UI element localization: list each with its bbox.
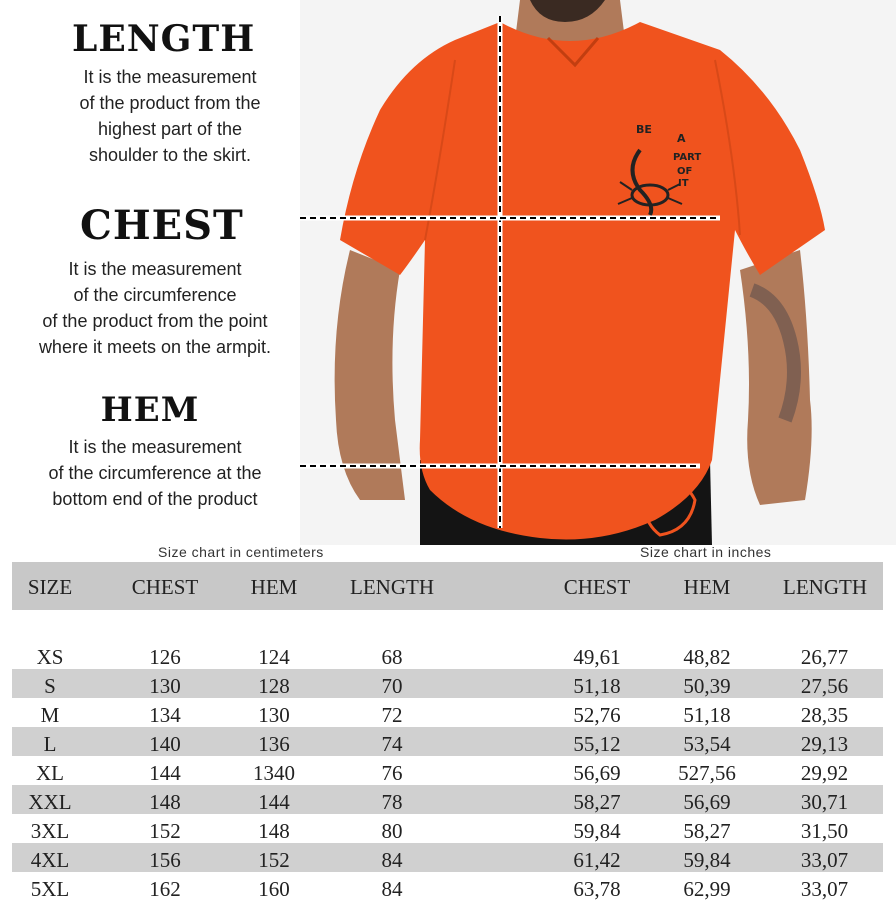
- table-cell: 124: [258, 645, 290, 669]
- header-hem-in: HEM: [683, 575, 731, 599]
- table-cell: 56,69: [683, 790, 731, 814]
- table-cell: 156: [149, 848, 181, 872]
- length-line: highest part of the: [97, 119, 243, 139]
- measurement-guide: [0, 0, 320, 540]
- table-cell: 61,42: [573, 848, 621, 872]
- table-cell: 72: [381, 703, 403, 727]
- table-cell: 84: [381, 877, 403, 901]
- table-cell: 162: [149, 877, 181, 901]
- table-cell: 48,82: [683, 645, 731, 669]
- table-cell: 84: [381, 848, 403, 872]
- table-cell: 5XL: [30, 877, 70, 901]
- table-cell: 63,78: [573, 877, 621, 901]
- table-cell: 152: [258, 848, 290, 872]
- header-hem-cm: HEM: [250, 575, 298, 599]
- table-cell: 33,07: [800, 877, 849, 901]
- table-cell: S: [44, 674, 56, 698]
- table-cell: XS: [36, 645, 64, 669]
- table-cell: 128: [258, 674, 290, 698]
- hem-heading: HEM: [100, 390, 200, 430]
- header-length-cm: LENGTH: [350, 575, 434, 599]
- table-row: [12, 843, 883, 872]
- table-cell: 26,77: [800, 645, 849, 669]
- table-cell: 51,18: [573, 674, 621, 698]
- table-row: [12, 669, 883, 698]
- table-cell: 144: [149, 761, 181, 785]
- table-spacer: [12, 610, 883, 640]
- graphic-text: BE: [636, 123, 652, 136]
- table-row: [12, 785, 883, 814]
- hem-line: bottom end of the product: [52, 489, 258, 509]
- table-cell: 62,99: [683, 877, 731, 901]
- table-row: [12, 756, 883, 785]
- table-cell: 52,76: [573, 703, 621, 727]
- length-line: shoulder to the skirt.: [88, 145, 252, 165]
- table-cell: 59,84: [683, 848, 731, 872]
- hem-line: of the circumference at the: [48, 463, 262, 483]
- table-cell: M: [40, 703, 60, 727]
- graphic-text: A: [677, 132, 686, 145]
- table-cell: 130: [149, 674, 181, 698]
- table-cell: 33,07: [800, 848, 849, 872]
- table-cell: 130: [258, 703, 290, 727]
- table-cell: 74: [381, 732, 403, 756]
- table-cell: 134: [149, 703, 181, 727]
- table-row: [12, 814, 883, 843]
- table-cell: 4XL: [30, 848, 70, 872]
- chest-line: where it meets on the armpit.: [38, 337, 272, 357]
- table-cell: 3XL: [30, 819, 70, 843]
- caption-inches: Size chart in inches: [640, 544, 772, 560]
- chest-line: of the circumference: [73, 285, 237, 305]
- table-body: [12, 640, 883, 901]
- table-cell: 28,35: [800, 703, 849, 727]
- header-chest-in: CHEST: [563, 575, 631, 599]
- table-cell: 29,92: [800, 761, 849, 785]
- table-cell: 27,56: [800, 674, 849, 698]
- chest-heading: CHEST: [80, 202, 244, 249]
- header-size: SIZE: [27, 575, 73, 599]
- product-photo: [300, 0, 896, 545]
- table-cell: 49,61: [573, 645, 621, 669]
- table-cell: 144: [258, 790, 290, 814]
- table-cell: 51,18: [683, 703, 731, 727]
- hem-description: [30, 434, 280, 512]
- table-row: [12, 872, 883, 901]
- length-line: of the product from the: [79, 93, 261, 113]
- table-cell: 80: [381, 819, 403, 843]
- graphic-text: PART: [673, 152, 702, 163]
- table-cell: 29,13: [800, 732, 849, 756]
- caption-centimeters: Size chart in centimeters: [158, 544, 324, 560]
- table-cell: 30,71: [800, 790, 849, 814]
- chest-description: [20, 256, 290, 360]
- table-row: [12, 640, 883, 669]
- table-cell: XL: [36, 761, 64, 785]
- table-cell: 78: [381, 790, 403, 814]
- header-length-in: LENGTH: [783, 575, 867, 599]
- table-cell: 31,50: [800, 819, 849, 843]
- table-cell: 58,27: [573, 790, 621, 814]
- graphic-text: IT: [678, 178, 689, 189]
- table-cell: 1340: [253, 761, 295, 785]
- chest-line: of the product from the point: [42, 311, 268, 331]
- table-header-row: [12, 562, 883, 610]
- table-cell: 55,12: [573, 732, 621, 756]
- table-cell: 59,84: [573, 819, 621, 843]
- length-heading: LENGTH: [72, 18, 256, 60]
- hem-line: It is the measurement: [68, 437, 242, 457]
- table-cell: 148: [149, 790, 181, 814]
- table-cell: 148: [258, 819, 290, 843]
- length-line: It is the measurement: [83, 67, 257, 87]
- table-cell: 70: [381, 674, 403, 698]
- table-row: [12, 698, 883, 727]
- header-chest-cm: CHEST: [131, 575, 199, 599]
- table-cell: 126: [149, 645, 181, 669]
- right-arm: [740, 250, 812, 505]
- table-cell: L: [43, 732, 57, 756]
- table-cell: XXL: [28, 790, 72, 814]
- table-cell: 56,69: [573, 761, 621, 785]
- table-cell: 527,56: [678, 761, 736, 785]
- length-description: [50, 64, 290, 168]
- graphic-text: OF: [677, 166, 693, 177]
- table-cell: 68: [381, 645, 403, 669]
- table-cell: 160: [258, 877, 290, 901]
- table-cell: 76: [381, 761, 403, 785]
- table-row: [12, 727, 883, 756]
- chest-line: It is the measurement: [68, 259, 242, 279]
- table-cell: 58,27: [683, 819, 731, 843]
- table-cell: 53,54: [683, 732, 731, 756]
- table-cell: 152: [149, 819, 181, 843]
- table-cell: 50,39: [683, 674, 731, 698]
- table-cell: 140: [149, 732, 181, 756]
- tshirt-illustration: [300, 0, 896, 545]
- size-chart-table: [12, 562, 883, 901]
- table-cell: 136: [258, 732, 290, 756]
